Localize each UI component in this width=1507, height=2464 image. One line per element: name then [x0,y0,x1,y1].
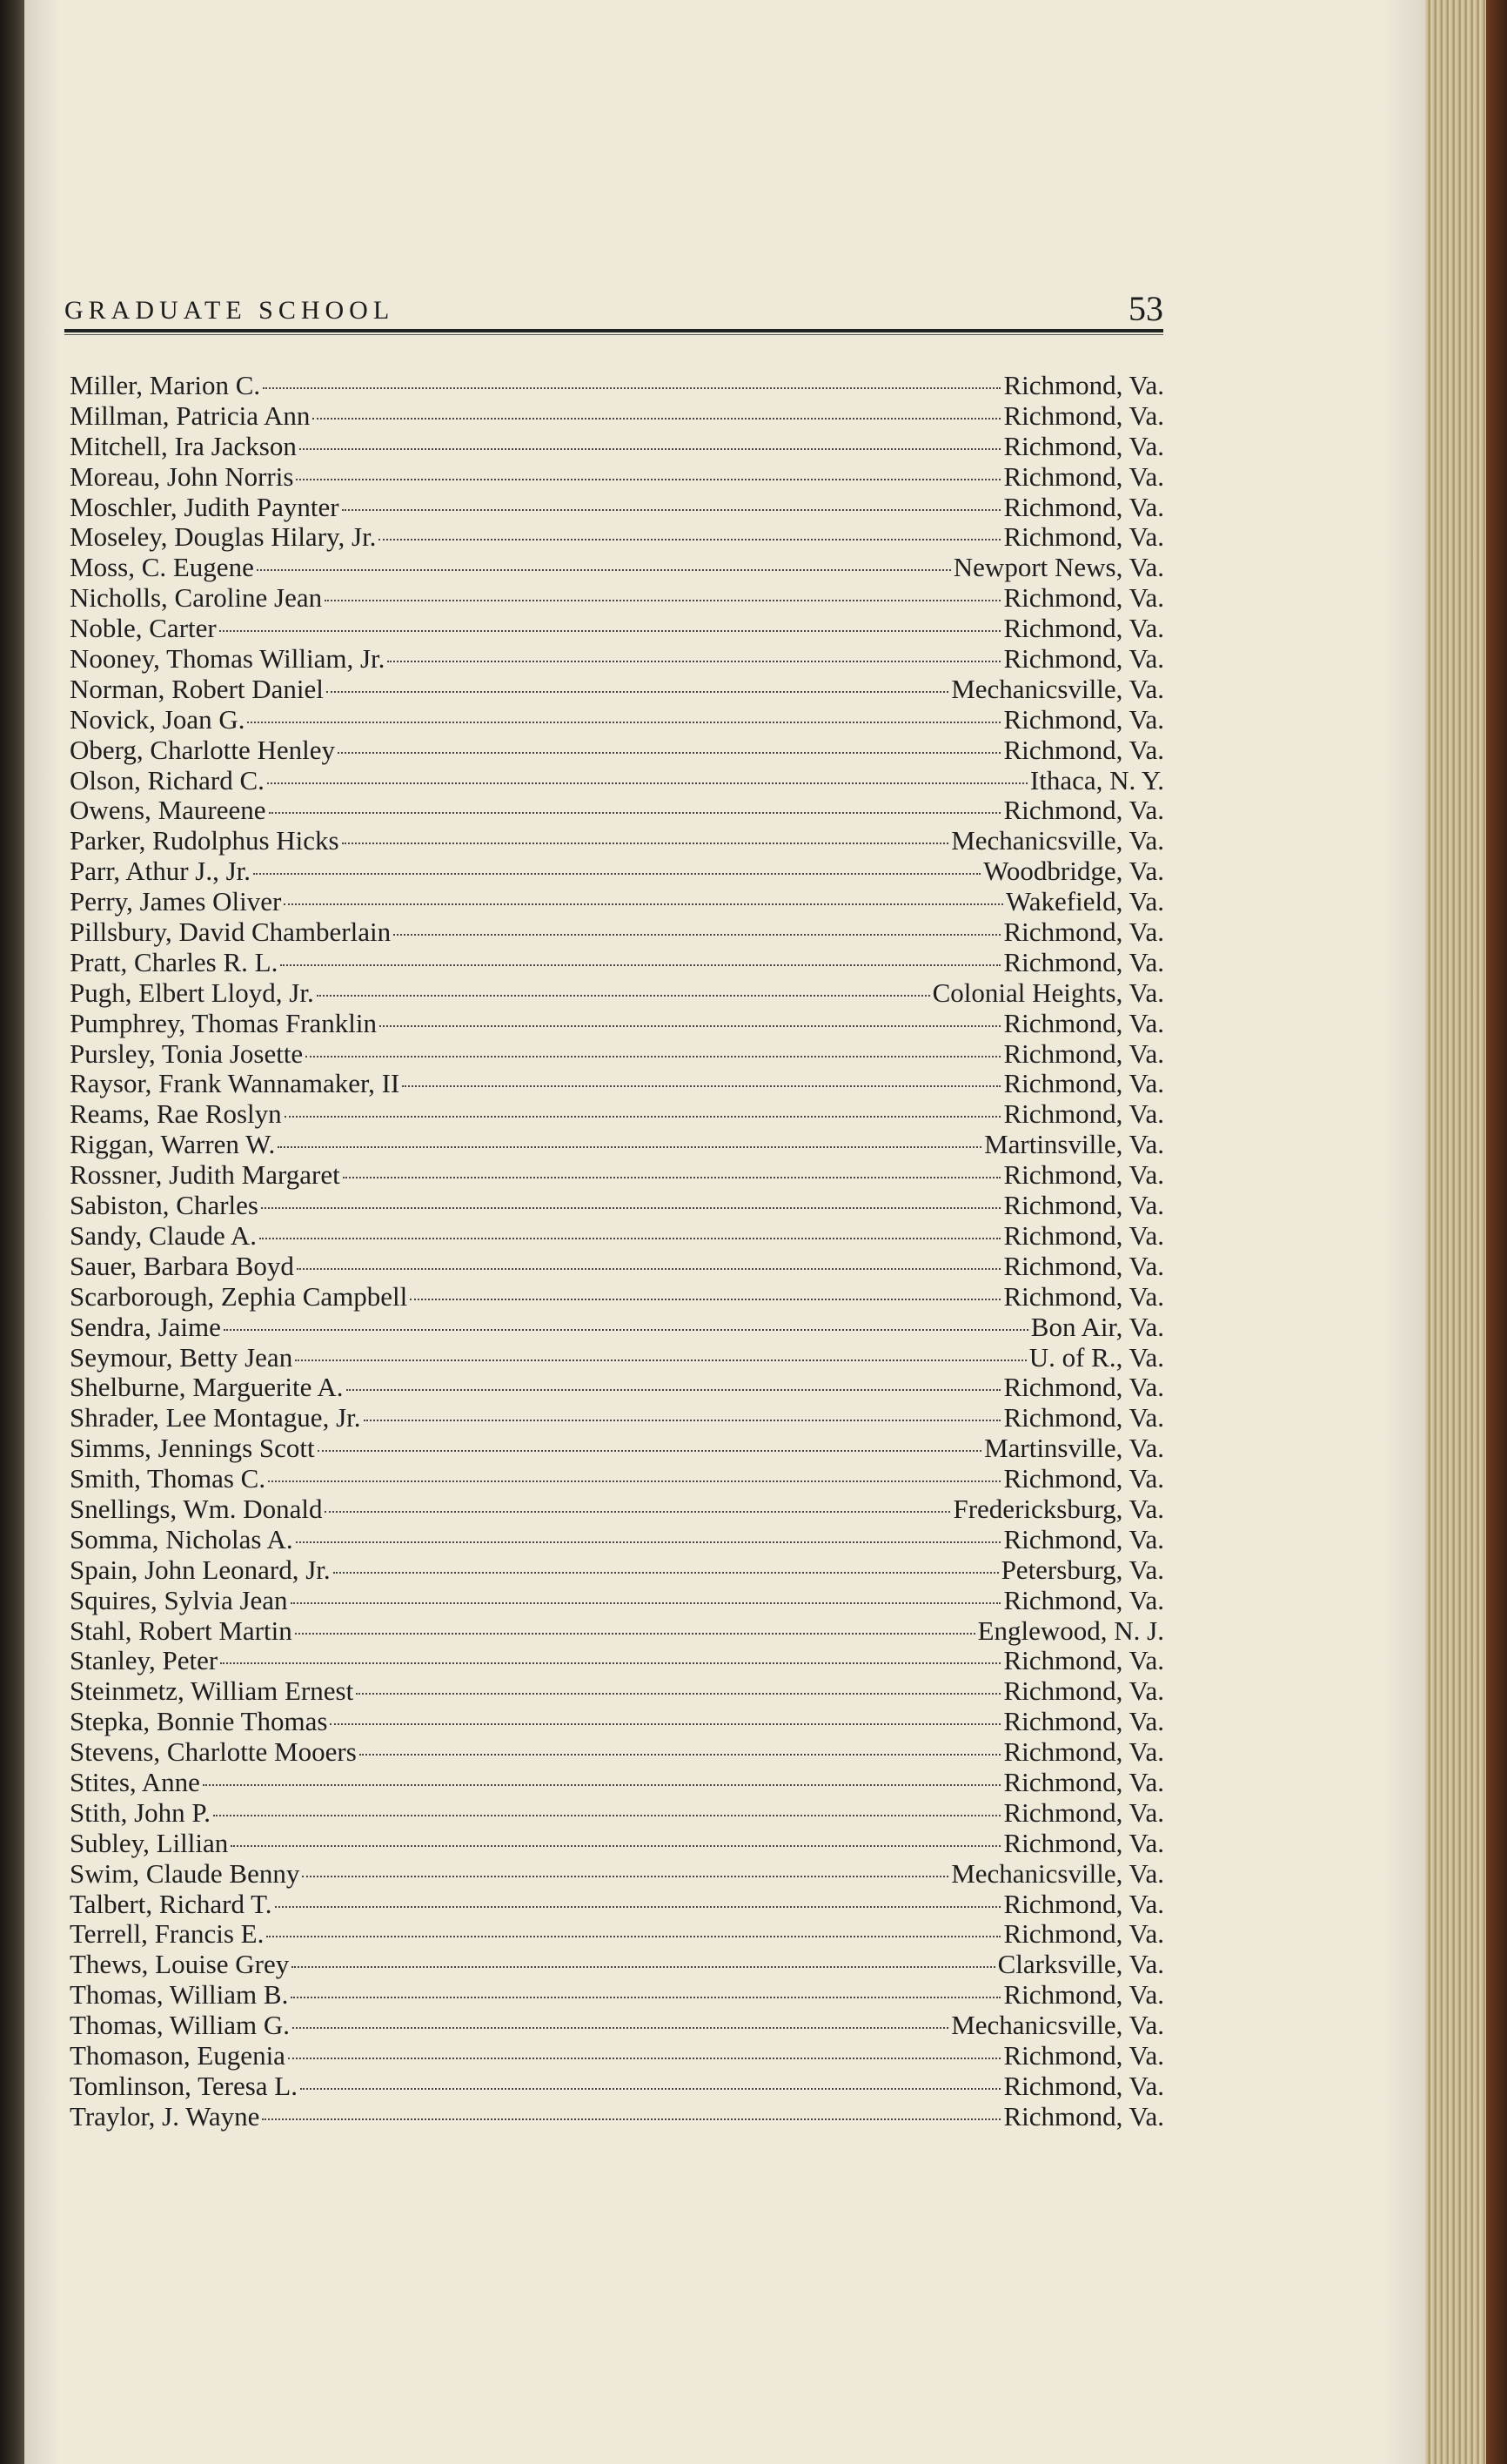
entry-name: Riggan, Warren W. [70,1129,276,1160]
dot-leader [379,1025,1001,1027]
dot-leader [275,1906,1001,1908]
entry-name: Stepka, Bonnie Thomas [70,1706,328,1737]
entry-name: Nooney, Thomas William, Jr. [70,643,385,675]
dot-leader [387,661,1001,662]
entry-name: Millman, Patricia Ann [70,399,311,431]
running-head [64,287,1163,331]
directory-entry [70,1889,1164,1919]
entry-name: Seymour, Betty Jean [70,1341,293,1373]
entry-name: Oberg, Charlotte Henley [70,734,336,765]
directory-entry [70,1433,1164,1463]
directory-entry [70,582,1164,613]
entry-name: Smith, Thomas C. [70,1463,266,1494]
directory-entry [70,1645,1164,1675]
directory-entry [70,2040,1164,2071]
entry-place: Richmond, Va. [1003,1007,1164,1038]
directory-entry [70,613,1164,643]
directory-entry [70,1554,1164,1585]
dot-leader [338,752,1001,754]
entry-place: Richmond, Va. [1003,1584,1164,1615]
entry-place: Petersburg, Va. [1001,1554,1164,1585]
dot-leader [291,1602,1001,1604]
directory-entry [70,1797,1164,1828]
dot-leader [295,1360,1027,1361]
entry-name: Sauer, Barbara Boyd [70,1250,294,1281]
directory-entry [70,1038,1164,1069]
dot-leader [288,2058,1001,2059]
dot-leader [302,1876,948,1877]
entry-name: Swim, Claude Benny [70,1857,300,1889]
entry-name: Thews, Louise Grey [70,1949,290,1980]
dot-leader [325,1511,950,1513]
entry-name: Moschler, Judith Paynter [70,491,339,522]
entry-name: Moreau, John Norris [70,460,294,492]
dot-leader [326,691,948,693]
dot-leader [284,903,1003,905]
entry-place: Mechanicsville, Va. [951,825,1164,856]
directory-entry [70,1372,1164,1402]
entry-name: Novick, Joan G. [70,703,245,735]
dot-leader [285,1116,1001,1118]
page-number: 53 [1129,289,1163,328]
entry-place: Richmond, Va. [1003,399,1164,431]
book-cover-edge [1486,0,1507,2464]
directory-entry [70,1129,1164,1159]
entry-name: Raysor, Frank Wannamaker, II [70,1068,400,1099]
dot-leader [333,1572,999,1574]
directory-entry [70,916,1164,947]
directory-entry [70,795,1164,825]
dot-leader [342,509,1001,511]
dot-leader [312,418,1001,420]
entry-place: Richmond, Va. [1003,1796,1164,1828]
directory-entry [70,1190,1164,1220]
directory-entry [70,1098,1164,1129]
directory-list [70,370,1164,2132]
entry-name: Perry, James Oliver [70,886,282,917]
dot-leader [299,448,1001,450]
entry-name: Pumphrey, Thomas Franklin [70,1007,378,1038]
entry-name: Rossner, Judith Margaret [70,1159,340,1191]
directory-entry [70,1675,1164,1706]
entry-place: Richmond, Va. [1003,2039,1164,2071]
directory-entry [70,856,1164,886]
dot-leader [268,1480,1001,1482]
entry-place: Richmond, Va. [1003,1736,1164,1768]
entry-place: Richmond, Va. [1003,703,1164,735]
dot-leader [257,569,951,571]
dot-leader [317,995,930,997]
directory-entry [70,2101,1164,2132]
entry-place: Richmond, Va. [1003,1766,1164,1797]
entry-name: Stanley, Peter [70,1645,218,1676]
entry-place: Richmond, Va. [1003,1037,1164,1069]
dot-leader [343,1177,1001,1178]
header-rule [64,329,1163,332]
entry-name: Traylor, J. Wayne [70,2100,260,2132]
entry-name: Olson, Richard C. [70,764,265,796]
entry-name: Subley, Lillian [70,1827,229,1858]
directory-entry [70,1524,1164,1554]
dot-leader [278,1146,981,1148]
entry-name: Sendra, Jaime [70,1311,221,1342]
entry-place: Martinsville, Va. [984,1129,1164,1160]
entry-place: Richmond, Va. [1003,1888,1164,1919]
entry-place: Richmond, Va. [1003,460,1164,492]
directory-entry [70,400,1164,431]
entry-place: Mechanicsville, Va. [951,673,1164,704]
dot-leader [346,1389,1001,1391]
entry-name: Sabiston, Charles [70,1190,258,1221]
dot-leader [259,1238,1001,1239]
directory-entry [70,1585,1164,1615]
directory-entry [70,977,1164,1008]
directory-entry [70,521,1164,552]
directory-entry [70,1615,1164,1646]
entry-place: Richmond, Va. [1003,370,1164,400]
directory-entry [70,492,1164,522]
entry-name: Parr, Athur J., Jr. [70,856,251,887]
entry-place: Richmond, Va. [1003,491,1164,522]
dot-leader [291,1997,1001,1998]
entry-place: Richmond, Va. [1003,582,1164,614]
directory-entry [70,1494,1164,1524]
directory-entry [70,1312,1164,1342]
entry-place: Richmond, Va. [1003,1068,1164,1099]
directory-entry [70,1706,1164,1736]
dot-leader [330,1723,1001,1725]
entry-name: Scarborough, Zephia Campbell [70,1280,408,1312]
entry-place: Mechanicsville, Va. [951,2010,1164,2041]
entry-name: Miller, Marion C. [70,370,261,400]
entry-place: Richmond, Va. [1003,2070,1164,2101]
directory-entry [70,2010,1164,2040]
entry-place: Mechanicsville, Va. [951,1857,1164,1889]
dot-leader [325,600,1001,601]
entry-name: Pursley, Tonia Josette [70,1037,304,1069]
directory-entry [70,461,1164,492]
entry-name: Noble, Carter [70,613,217,644]
dot-leader [300,2088,1001,2090]
entry-name: Shelburne, Marguerite A. [70,1372,344,1403]
entry-place: Richmond, Va. [1003,521,1164,553]
directory-entry [70,704,1164,735]
entry-place: Woodbridge, Va. [983,856,1164,887]
entry-name: Shrader, Lee Montague, Jr. [70,1402,361,1433]
directory-entry [70,552,1164,582]
dot-leader [263,387,1001,389]
directory-entry [70,1979,1164,2010]
entry-name: Terrell, Francis E. [70,1918,265,1950]
directory-entry [70,1342,1164,1373]
dot-leader [203,1784,1001,1786]
entry-place: Richmond, Va. [1003,734,1164,765]
directory-entry [70,674,1164,704]
entry-place: Richmond, Va. [1003,643,1164,675]
entry-name: Pugh, Elbert Lloyd, Jr. [70,977,314,1008]
dot-leader [393,934,1001,936]
directory-entry [70,1281,1164,1312]
entry-name: Spain, John Leonard, Jr. [70,1554,331,1585]
entry-name: Pratt, Charles R. L. [70,946,278,977]
entry-name: Pillsbury, David Chamberlain [70,916,392,948]
entry-name: Simms, Jennings Scott [70,1433,315,1464]
entry-name: Steinmetz, William Ernest [70,1675,354,1707]
dot-leader [219,630,1001,632]
directory-entry [70,1949,1164,1979]
entry-name: Mitchell, Ira Jackson [70,430,297,461]
dot-leader [378,539,1001,540]
entry-name: Thomas, William G. [70,2010,291,2041]
entry-place: Richmond, Va. [1003,1463,1164,1494]
directory-entry [70,1767,1164,1797]
header-rule-thin [64,334,1163,335]
directory-entry [70,1858,1164,1889]
entry-place: Wakefield, Va. [1005,886,1164,917]
entry-place: U. of R., Va. [1028,1341,1164,1373]
entry-name: Stites, Anne [70,1766,200,1797]
directory-entry [70,1008,1164,1038]
entry-place: Colonial Heights, Va. [932,977,1164,1008]
entry-name: Thomason, Eugenia [70,2039,285,2071]
dot-leader [262,2118,1001,2120]
dot-leader [280,964,1001,966]
directory-entry [70,886,1164,916]
entry-place: Englewood, N. J. [977,1615,1164,1646]
dot-leader [266,1936,1001,1937]
entry-place: Richmond, Va. [1003,1523,1164,1554]
dot-leader [291,1966,995,1968]
entry-name: Stith, John P. [70,1796,211,1828]
entry-place: Richmond, Va. [1003,1190,1164,1221]
directory-entry [70,1068,1164,1098]
directory-entry [70,370,1164,400]
section-title: GRADUATE SCHOOL [64,296,395,325]
directory-entry [70,947,1164,977]
entry-place: Richmond, Va. [1003,1675,1164,1707]
entry-name: Squires, Sylvia Jean [70,1584,288,1615]
dot-leader [318,1450,981,1452]
entry-place: Richmond, Va. [1003,946,1164,977]
dot-leader [253,873,981,875]
dot-leader [247,722,1001,723]
dot-leader [296,479,1001,480]
entry-name: Reams, Rae Roslyn [70,1098,282,1130]
directory-entry [70,1918,1164,1949]
entry-place: Richmond, Va. [1003,1402,1164,1433]
entry-name: Moseley, Douglas Hilary, Jr. [70,521,377,553]
dot-leader [231,1845,1001,1847]
entry-name: Parker, Rudolphus Hicks [70,825,339,856]
directory-entry [70,1159,1164,1190]
entry-place: Richmond, Va. [1003,430,1164,461]
entry-name: Talbert, Richard T. [70,1888,272,1919]
entry-place: Richmond, Va. [1003,1098,1164,1130]
entry-place: Richmond, Va. [1003,2100,1164,2132]
dot-leader [220,1662,1001,1664]
entry-place: Martinsville, Va. [984,1433,1164,1464]
dot-leader [342,843,949,844]
entry-place: Richmond, Va. [1003,1280,1164,1312]
entry-name: Sandy, Claude A. [70,1219,257,1251]
entry-place: Richmond, Va. [1003,1918,1164,1950]
entry-place: Richmond, Va. [1003,1250,1164,1281]
entry-name: Snellings, Wm. Donald [70,1493,323,1524]
dot-leader [296,1541,1001,1543]
dot-leader [359,1754,1001,1756]
entry-place: Richmond, Va. [1003,1219,1164,1251]
directory-entry [70,431,1164,461]
entry-place: Richmond, Va. [1003,1979,1164,2011]
directory-entry [70,765,1164,796]
entry-name: Stevens, Charlotte Mooers [70,1736,357,1768]
entry-place: Richmond, Va. [1003,1706,1164,1737]
dot-leader [402,1085,1001,1087]
dot-leader [356,1693,1001,1695]
directory-entry [70,2071,1164,2101]
entry-place: Richmond, Va. [1003,1827,1164,1858]
entry-name: Thomas, William B. [70,1979,289,2011]
directory-entry [70,1736,1164,1767]
entry-place: Richmond, Va. [1003,1372,1164,1403]
dot-leader [305,1056,1001,1057]
entry-place: Bon Air, Va. [1030,1311,1164,1342]
entry-name: Norman, Robert Daniel [70,673,324,704]
dot-leader [297,1268,1001,1270]
entry-name: Somma, Nicholas A. [70,1523,293,1554]
directory-entry [70,1463,1164,1494]
entry-name: Tomlinson, Teresa L. [70,2070,298,2101]
directory-entry [70,1828,1164,1858]
dot-leader [292,2027,948,2029]
entry-place: Ithaca, N. Y. [1029,764,1164,796]
entry-place: Clarksville, Va. [997,1949,1164,1980]
directory-entry [70,1251,1164,1281]
entry-place: Fredericksburg, Va. [953,1493,1164,1524]
entry-place: Richmond, Va. [1003,613,1164,644]
entry-name: Nicholls, Caroline Jean [70,582,323,614]
dot-leader [269,812,1001,814]
entry-name: Owens, Maureene [70,795,266,826]
dot-leader [295,1633,975,1635]
dot-leader [364,1420,1001,1421]
entry-place: Richmond, Va. [1003,1159,1164,1191]
directory-entry [70,735,1164,765]
directory-entry [70,643,1164,674]
dot-leader [410,1299,1001,1300]
directory-entry [70,1220,1164,1251]
entry-place: Newport News, Va. [953,552,1164,583]
dot-leader [213,1815,1001,1816]
entry-name: Moss, C. Eugene [70,552,254,583]
page-fore-edge [1425,0,1486,2464]
directory-entry [70,1402,1164,1433]
entry-place: Richmond, Va. [1003,916,1164,948]
dot-leader [261,1207,1001,1209]
dot-leader [267,782,1028,784]
directory-entry [70,825,1164,856]
dot-leader [224,1329,1028,1331]
entry-name: Stahl, Robert Martin [70,1615,292,1646]
entry-place: Richmond, Va. [1003,795,1164,826]
entry-place: Richmond, Va. [1003,1645,1164,1676]
